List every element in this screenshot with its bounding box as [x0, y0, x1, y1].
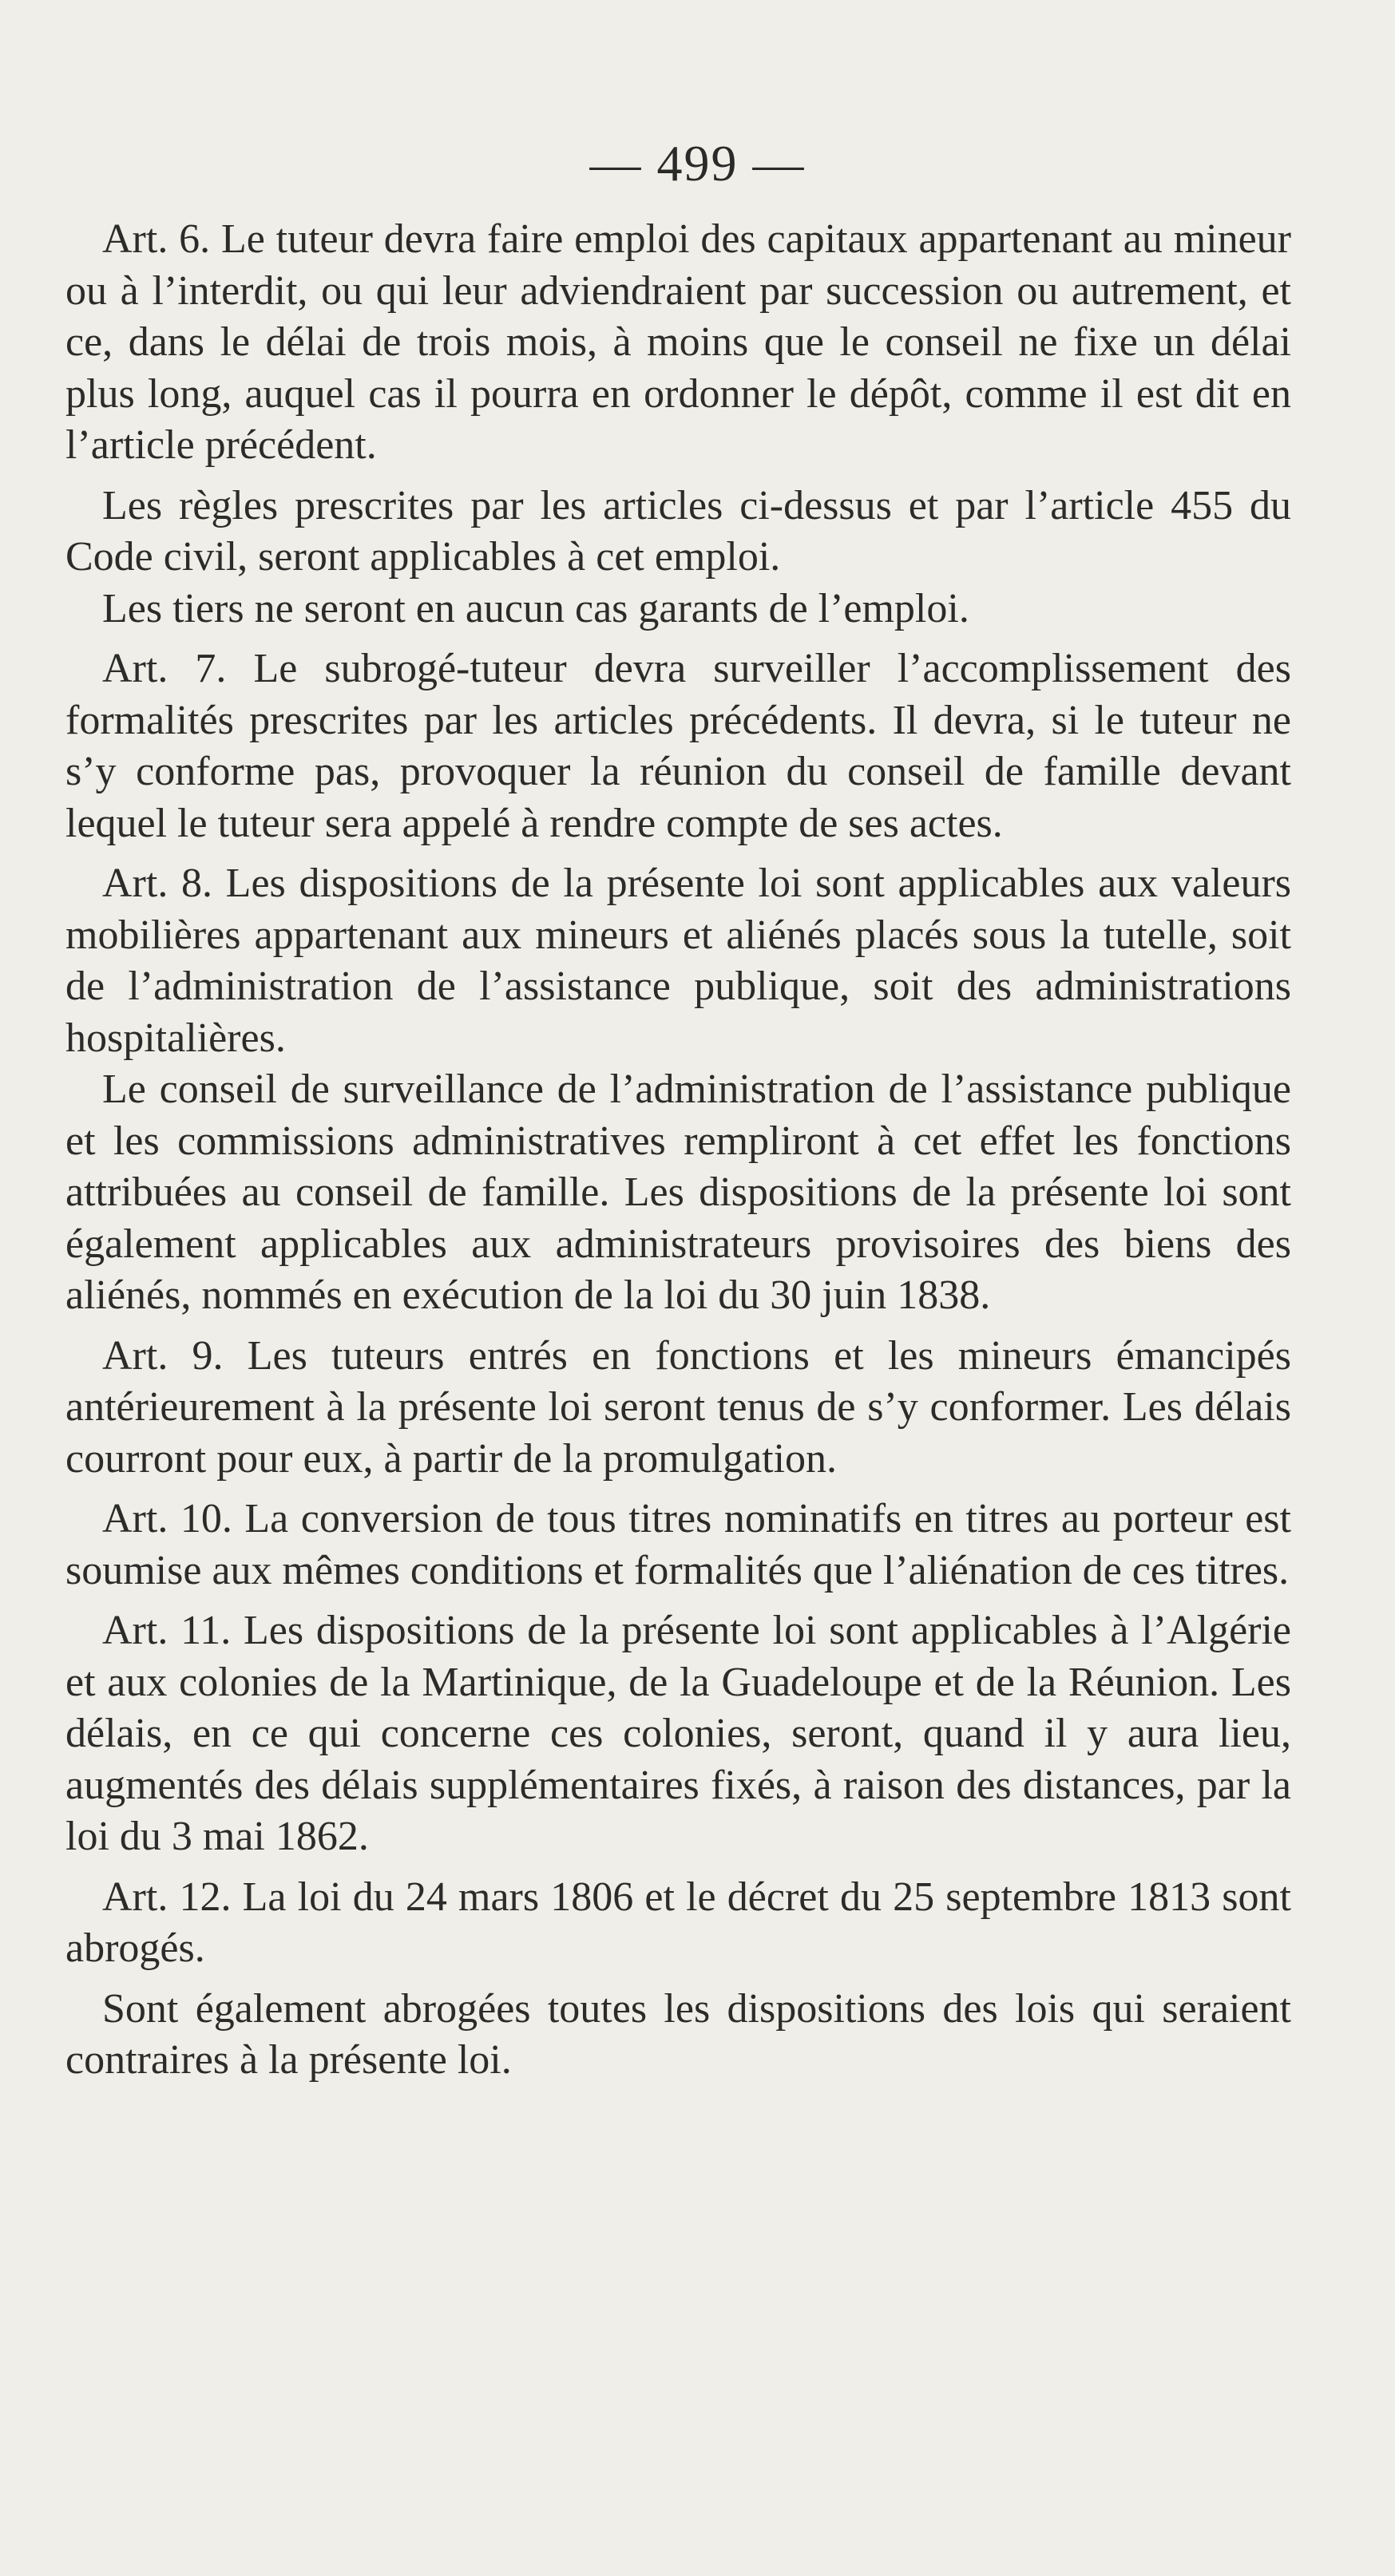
paragraph-art-8-council: Le conseil de surveillance de l’administration de l’assistance publique et les commissions administratives rempliront à cet effet les fonctions attribuées au conseil de famille. Les dispositions de la présente loi sont également applicables aux administrateurs provisoires des biens des aliénés, nommés en exécution de la loi du 30 juin 1838. [65, 1066, 1291, 1318]
paragraph-art-6-rules: Les règles prescrites par les articles ci-dessus et par l’article 455 du Code civil, seront applicables à cet emploi. [65, 482, 1291, 580]
paragraph-art-8: Art. 8. Les dispositions de la présente loi sont applicables aux valeurs mobilières appartenant aux mineurs et aliénés placés sous la tutelle, soit de l’administration de l’assistance publique, soit des administrations hospitalières. [65, 861, 1291, 1061]
paragraph-abrogation: Sont également abrogées toutes les dispositions des lois qui seraient contraires à la présente loi. [65, 1985, 1291, 2083]
paragraph-art-10: Art. 10. La conversion de tous titres nominatifs en titres au porteur est soumise aux mêmes conditions et formalités que l’aliénation de ces titres. [65, 1496, 1291, 1593]
paragraph-art-6-third-parties: Les tiers ne seront en aucun cas garants de l’emploi. [102, 585, 969, 631]
body-text [65, 214, 1291, 2087]
page-number: — 499 — [589, 135, 806, 192]
paragraph-art-6: Art. 6. Le tuteur devra faire emploi des capitaux appartenant au mineur ou à l’interdit, ou qui leur adviendraient par succession ou autrement, et ce, dans le délai de trois mois, à moins que le conseil ne fixe un délai plus long, auquel cas il pourra en ordonner le dépôt, comme il est dit en l’article précédent. [65, 216, 1291, 468]
paragraph-art-11: Art. 11. Les dispositions de la présente loi sont applicables à l’Algérie et aux colonies de la Martinique, de la Guadeloupe et de la Réunion. Les délais, en ce qui concerne ces colonies, seront, quand il y aura lieu, augmentés des délais supplémentaires fixés, à raison des distances, par la loi du 3 mai 1862. [65, 1608, 1291, 1859]
paragraph-art-7: Art. 7. Le subrogé-tuteur devra surveiller l’accomplissement des formalités prescrites par les articles précédents. Il devra, si le tuteur ne s’y conforme pas, provoquer la réunion du conseil de famille devant lequel le tuteur sera appelé à rendre compte de ses actes. [65, 646, 1291, 846]
paragraph-art-12: Art. 12. La loi du 24 mars 1806 et le décret du 25 septembre 1813 sont abrogés. [65, 1874, 1291, 1971]
paragraph-art-9: Art. 9. Les tuteurs entrés en fonctions et les mineurs émancipés antérieurement à la présente loi seront tenus de s’y conformer. Les délais courront pour eux, à partir de la promulgation. [65, 1332, 1291, 1482]
